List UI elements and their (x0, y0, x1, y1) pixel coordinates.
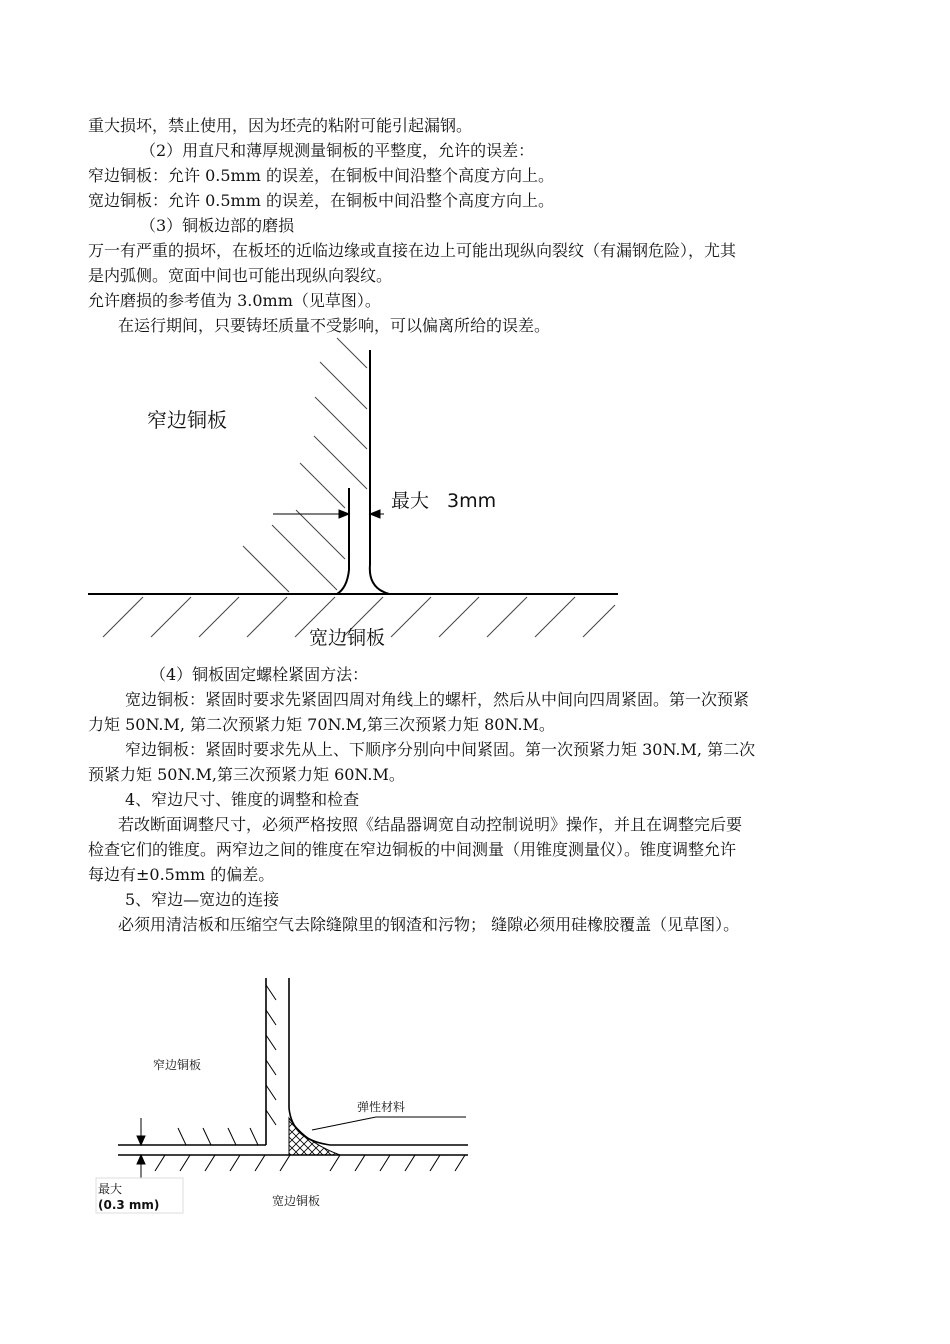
text-line: 窄边铜板：紧固时要求先从上、下顺序分别向中间紧固。第一次预紧力矩 30N.M, 第二次 (125, 740, 756, 759)
text-line: 是内弧侧。宽面中间也可能出现纵向裂纹。 (88, 266, 393, 285)
text-line: 若改断面调整尺寸，必须严格按照《结晶器调宽自动控制说明》操作，并且在调整完后要 (118, 815, 743, 834)
text-line: 5、窄边—宽边的连接 (125, 890, 280, 909)
text-line: 重大损坏，禁止使用，因为坯壳的粘附可能引起漏钢。 (88, 116, 473, 135)
figure2-elastic-label: 弹性材料 (357, 1100, 406, 1114)
text-line: 每边有±0.5mm 的偏差。 (88, 865, 275, 884)
text-line: 力矩 50N.M, 第二次预紧力矩 70N.M,第三次预紧力矩 80N.M。 (88, 715, 555, 734)
text-line: 允许磨损的参考值为 3.0mm（见草图）。 (88, 291, 381, 310)
figure2-max-label: 最大 (98, 1182, 123, 1196)
text-line: （4）铜板固定螺栓紧固方法： (150, 665, 369, 684)
figure1-narrow-label: 窄边铜板 (147, 408, 227, 432)
text-line: （2）用直尺和薄厚规测量铜板的平整度，允许的误差： (140, 141, 535, 160)
text-line: 宽边铜板：紧固时要求先紧固四周对角线上的螺杆，然后从中间向四周紧固。第一次预紧 (125, 690, 750, 709)
text-line: 检查它们的锥度。两窄边之间的锥度在窄边铜板的中间测量（用锥度测量仪）。锥度调整允许 (88, 840, 737, 859)
text-line: 在运行期间，只要铸坯质量不受影响，可以偏离所给的误差。 (118, 316, 551, 335)
text-line: 宽边铜板：允许 0.5mm 的误差，在铜板中间沿整个高度方向上。 (88, 191, 554, 210)
figure2-value-label: (0.3 mm) (98, 1198, 160, 1212)
text-line: 预紧力矩 50N.M,第三次预紧力矩 60N.M。 (88, 765, 405, 784)
text-line: 万一有严重的损坏，在板坯的近临边缘或直接在边上可能出现纵向裂纹（有漏钢危险），尤其 (88, 241, 737, 260)
text-line: 4、窄边尺寸、锥度的调整和检查 (125, 790, 360, 809)
figure2-narrow-label: 窄边铜板 (153, 1058, 202, 1072)
figure1-max-label: 最大 (391, 490, 430, 512)
text-line: 窄边铜板：允许 0.5mm 的误差，在铜板中间沿整个高度方向上。 (88, 166, 554, 185)
figure1-wide-label: 宽边铜板 (309, 627, 386, 649)
text-line: 必须用清洁板和压缩空气去除缝隙里的钢渣和污物； 缝隙必须用硅橡胶覆盖（见草图）。 (118, 915, 740, 934)
figure1-value-label: 3mm (447, 490, 497, 512)
text-line: （3）铜板边部的磨损 (140, 216, 295, 235)
figure2-wide-label: 宽边铜板 (272, 1194, 321, 1208)
